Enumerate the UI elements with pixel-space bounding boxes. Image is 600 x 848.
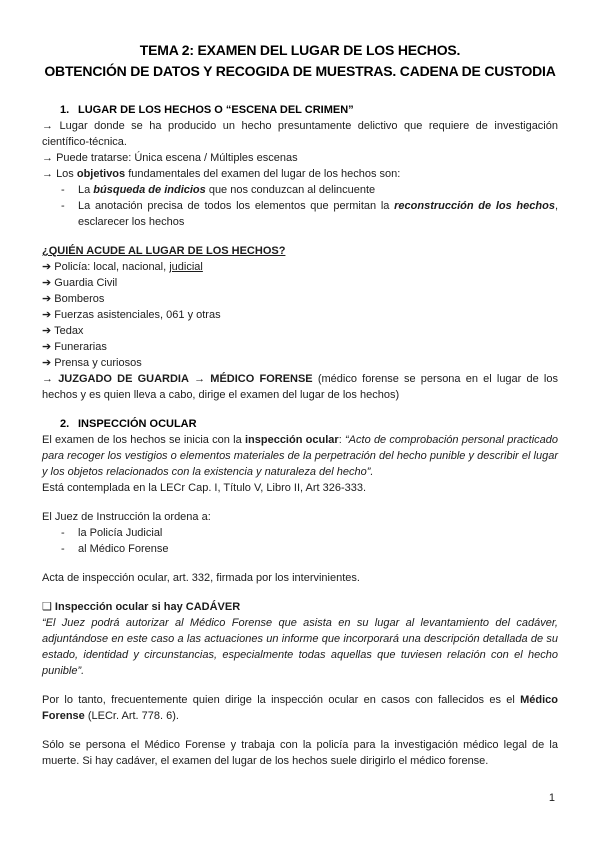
text-run: INSPECCIÓN OCULAR: [78, 418, 197, 430]
arrow-icon: →: [42, 152, 57, 164]
text-run: judicial: [169, 261, 203, 273]
text-run: fundamentales del examen del lugar de los hechos son:: [125, 168, 401, 180]
arrow-list-item: [42, 275, 558, 291]
text-run: Guardia Civil: [54, 277, 118, 289]
text-run: objetivos: [76, 168, 126, 180]
dash-list-item: [42, 525, 558, 541]
text-run: Médico Forense: [42, 694, 558, 722]
arrow-list-item: [42, 339, 558, 355]
text-run: ¿QUIÉN ACUDE AL LUGAR DE LOS HECHOS?: [42, 245, 286, 257]
text-run: Sólo se persona el Médico Forense y trabaja con la policía para la investigación médico legal de la muerte. Si hay cadáver, el examen del lugar de los hechos suele dirigirlo el médico forense.: [42, 739, 558, 767]
arrow-list-item: [42, 355, 558, 371]
text-run: (LECr. Art. 778. 6).: [84, 710, 179, 722]
text-run: búsqueda de indicios: [93, 184, 206, 196]
arrow-icon: →: [42, 120, 60, 132]
spacer: [42, 557, 558, 570]
text-run: El examen de los hechos se inicia con la: [42, 434, 245, 446]
heavy-arrow-icon: ➔: [42, 277, 55, 289]
arrow-list-item: [42, 371, 558, 403]
text-run: Funerarias: [54, 341, 107, 353]
spacer: [42, 403, 558, 416]
paragraph: [42, 737, 558, 769]
section-number: 1.: [60, 104, 70, 116]
dash-list-item: [42, 541, 558, 557]
text-run: Lugar donde se ha producido un hecho presuntamente delictivo que requiere de investigación científico-técnica.: [42, 120, 558, 148]
arrow-list-item: [42, 150, 558, 166]
text-run: Fuerzas asistenciales, 061 y otras: [54, 309, 221, 321]
text-run: LUGAR DE LOS HECHOS O “ESCENA DEL CRIMEN”: [78, 104, 354, 116]
dash-icon: -: [61, 543, 65, 555]
arrow-list-item: [42, 166, 558, 182]
text-run: Puede tratarse: Única escena / Múltiples escenas: [56, 152, 298, 164]
paragraph: [42, 243, 558, 259]
text-run: El Juez de Instrucción la ordena a:: [42, 511, 211, 523]
text-run: Los: [56, 168, 77, 180]
paragraph: [42, 570, 558, 586]
text-run: La anotación precisa de todos los elementos que permitan la: [78, 200, 395, 212]
text-run: reconstrucción de los hechos: [394, 200, 555, 212]
text-run: inspección ocular: [244, 434, 339, 446]
heavy-arrow-icon: ➔: [42, 341, 55, 353]
spacer: [42, 496, 558, 509]
text-run: Bomberos: [54, 293, 105, 305]
arrow-icon: →: [42, 168, 57, 180]
text-run: La: [78, 184, 94, 196]
heavy-arrow-icon: ➔: [42, 293, 55, 305]
text-run: “Acto de comprobación personal practicado para recoger los vestigios o elementos materiales de la perpetración del hecho punible y describir el lugar y los objetos relacionados con la existencia y naturaleza del hecho”.: [42, 434, 558, 478]
checkbox-icon: ❑: [42, 601, 55, 613]
paragraph: [42, 480, 558, 496]
arrow-list-item: [42, 118, 558, 150]
section-heading: [42, 102, 558, 118]
paragraph: [42, 692, 558, 724]
spacer: [42, 679, 558, 692]
checkbox-heading: [42, 599, 558, 615]
document-title: [0, 0, 600, 82]
heavy-arrow-icon: ➔: [42, 357, 55, 369]
page-number: 1: [548, 792, 555, 804]
text-run: al Médico Forense: [78, 543, 169, 555]
text-run: Tedax: [54, 325, 84, 337]
text-run: , esclarecer los hechos: [78, 200, 559, 228]
paragraph: [42, 432, 558, 480]
heavy-arrow-icon: ➔: [42, 261, 55, 273]
text-run: la Policía Judicial: [78, 527, 163, 539]
text-run: “El Juez podrá autorizar al Médico Forense que asista en su lugar al levantamiento del cadáver, adjuntándose en este caso a las actuaciones un informe que incorporará una descripción detallada de su estado, identidad y circunstancias, especialmente todas aquellas que tuviesen relación con el hecho punible”.: [42, 617, 558, 677]
title-line-2: OBTENCIÓN DE DATOS Y RECOGIDA DE MUESTRAS. CADENA DE CUSTODIA: [44, 63, 556, 79]
arrow-list-item: [42, 291, 558, 307]
document-body: [42, 102, 558, 769]
text-run: Por lo tanto, frecuentemente quien dirige la inspección ocular en casos con fallecidos es el: [42, 694, 521, 706]
text-run: JUZGADO DE GUARDIA: [58, 373, 189, 385]
text-run: Está contemplada en la LECr Cap. I, Título V, Libro II, Art 326-333.: [42, 482, 367, 494]
title-line-1: TEMA 2: EXAMEN DEL LUGAR DE LOS HECHOS.: [139, 42, 461, 58]
arrow-list-item: [42, 259, 558, 275]
dash-icon: -: [61, 527, 65, 539]
dash-icon: -: [61, 184, 65, 196]
heavy-arrow-icon: ➔: [42, 325, 55, 337]
text-run: Acta de inspección ocular, art. 332, firmada por los intervinientes.: [42, 572, 360, 584]
text-run: →: [188, 373, 211, 385]
dash-list-item: [42, 198, 558, 230]
paragraph: [42, 509, 558, 525]
text-run: Inspección ocular si hay CADÁVER: [54, 601, 241, 613]
dash-icon: -: [61, 200, 65, 212]
paragraph: [42, 615, 558, 679]
arrow-list-item: [42, 323, 558, 339]
text-run: (médico forense se persona en el lugar de los hechos y es quien lleva a cabo, dirige el examen del lugar de los hechos): [42, 373, 558, 401]
text-run: Policía: local, nacional,: [54, 261, 170, 273]
spacer: [42, 586, 558, 599]
arrow-icon: →: [42, 373, 59, 385]
text-run: que nos conduzcan al delincuente: [205, 184, 376, 196]
text-run: :: [338, 434, 346, 446]
section-heading: [42, 416, 558, 432]
heavy-arrow-icon: ➔: [42, 309, 55, 321]
section-number: 2.: [60, 418, 70, 430]
arrow-list-item: [42, 307, 558, 323]
spacer: [42, 230, 558, 243]
text-run: Prensa y curiosos: [54, 357, 142, 369]
text-run: MÉDICO FORENSE: [210, 373, 313, 385]
dash-list-item: [42, 182, 558, 198]
spacer: [42, 724, 558, 737]
